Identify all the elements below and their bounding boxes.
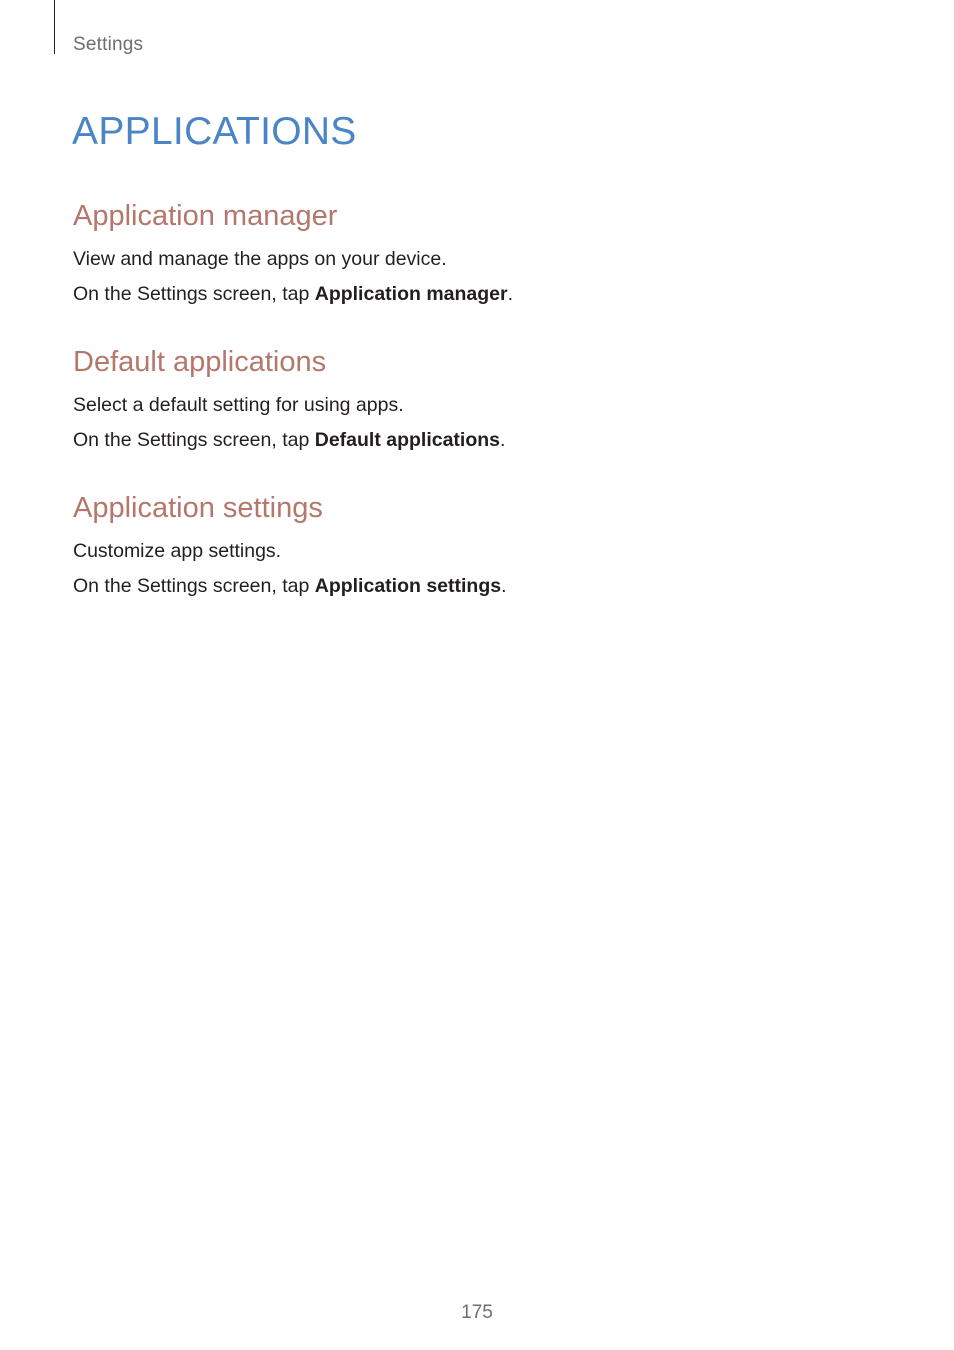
section-description: Select a default setting for using apps. (73, 394, 404, 416)
header-vertical-rule (54, 0, 55, 54)
instruction-suffix: . (500, 429, 506, 451)
section-heading: Application settings (73, 492, 323, 524)
section-instruction (73, 569, 893, 604)
section-default-applications (73, 344, 893, 458)
page-title: APPLICATIONS (72, 110, 357, 153)
instruction-suffix: . (501, 575, 507, 597)
section-heading: Default applications (73, 346, 327, 378)
section-instruction (73, 423, 893, 458)
page-number: 175 (461, 1302, 493, 1323)
section-application-manager (73, 198, 893, 312)
section-instruction (73, 277, 893, 312)
instruction-menu-item: Application manager (314, 283, 508, 305)
instruction-menu-item: Default applications (314, 429, 501, 451)
running-header: Settings (73, 34, 144, 55)
section-description: Customize app settings. (73, 540, 282, 562)
section-heading: Application manager (73, 200, 338, 232)
instruction-prefix: On the Settings screen, tap (73, 429, 315, 451)
instruction-suffix: . (507, 283, 514, 305)
instruction-menu-item: Application settings (314, 575, 502, 597)
instruction-prefix: On the Settings screen, tap (73, 575, 315, 597)
section-application-settings (73, 490, 893, 604)
instruction-prefix: On the Settings screen, tap (73, 283, 315, 305)
section-description: View and manage the apps on your device. (73, 248, 447, 270)
